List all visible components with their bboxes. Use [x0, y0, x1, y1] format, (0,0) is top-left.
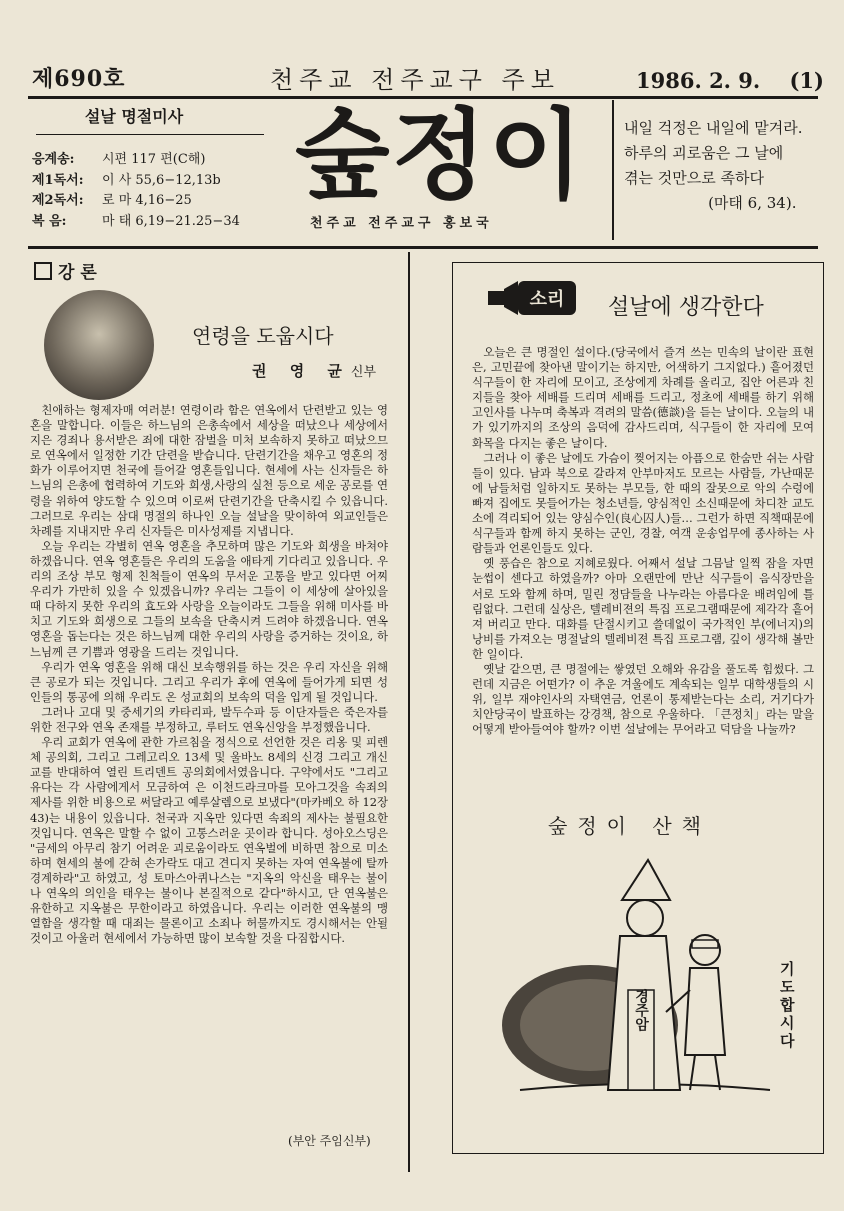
masthead-rule — [28, 246, 818, 249]
section-label: 강 론 — [34, 258, 97, 283]
reading-row: 제1독서: 이 사 55,6−12,13b — [32, 172, 221, 188]
column-divider — [408, 252, 410, 1172]
article-paragraph: 그러나 고대 및 중세기의 카타리파, 발두수파 등 이단자들은 죽은자를 위한 전구와 연옥 존재를 부정하고, 루터도 연옥신앙을 부정했읍니다. — [30, 704, 388, 734]
article-body — [30, 403, 388, 946]
readings-list — [32, 150, 240, 232]
article-paragraph: 친애하는 형제자매 여러분! 연령이라 함은 연옥에서 단련받고 있는 영혼을 말합니다. 이들은 하느님의 은총속에서 세상을 떠났으나 세상에서 지은 경죄나 용서받은 죄에 대한 잠벌을 미처 보속하지 못하고 떠났으므로 연옥에서 일정한 기간 단련을 받습니다. 단련기간을 채우고 영혼의 정화가 이루어지면 천국에 들어갈 영혼들입니다. 현세에 사는 신자들은 하느님의 은총에 협력하여 기도와 희생,사랑의 실천 등으로 세운 공로를 연령을 위하여 양도할 수 있으며 이로써 단련기간을 단축시킬 수 있읍니다. 그러므로 우리는 삼대 명절의 하나인 오늘 설날을 맞이하여 외교인들은 차례를 지내지만 우리 신자들은 미사성제를 지냅니다. — [30, 403, 388, 538]
sori-paragraph: 그러나 이 좋은 날에도 가슴이 찢어지는 아픔으로 한숨만 쉬는 사람들이 있다. 남과 북으로 갈라져 안부마저도 모르는 사람들, 가난때문에 남들처럼 일하지도 못하는 부모들, 한 때의 잘못으로 악의 수렁에 빠져 집에도 못들어가는 청소년들, 양심적인 소신때문에 차디찬 교도소에 격리되어 있는 양심수인(良心囚人)들… 그런가 하면 직책때문에 식구들과 함께 하지 못하는 군인, 경찰, 여객 운송업무에 종사하는 사람들과 언론인들도 있다. — [472, 450, 814, 556]
cartoon-illustration — [480, 840, 800, 1150]
reading-row: 복 음: 마 태 6,19−21.25−34 — [32, 213, 240, 229]
article-paragraph: 오늘 우리는 각별히 연옥 영혼을 추모하며 많은 기도와 희생을 바쳐야 하겠읍니다. 연옥 영혼들은 우리의 도움을 애타게 기다리고 있읍니다. 우리의 조상 부모 형제 친척들이 연옥의 무서운 고통을 받고 있다면 어찌 우리가 가만히 있을 수 있겠읍니까? 우리는 그들이 이 세상에 살아있을 때 다하지 못한 우리의 효도와 사랑을 오늘이라도 그들을 위해 미사를 바치고 기도와 희생으로 그들의 보속을 단축시켜 드려야 하겠읍니다. 연옥 영혼을 돕는다는 것은 하느님께 대한 우리의 사랑을 증거하는 것이요, 하느님께 큰 기쁨과 영광을 드리는 것입니다. — [30, 538, 388, 659]
sori-title: 설날에 생각한다 — [608, 295, 764, 320]
cartoon-caption: 기도합시다 — [780, 960, 795, 1050]
quote-source: (마태 6, 34). — [708, 194, 797, 212]
masthead-title: 숲정이 — [294, 99, 585, 213]
page-number: (1) — [789, 68, 824, 93]
paper-name: 천주교 전주교구 주보 — [270, 66, 560, 94]
mass-rule — [36, 134, 264, 135]
sori-badge: 소리 — [529, 289, 565, 310]
issue-number: 제690호 — [32, 66, 126, 92]
masthead-subtitle: 천주교 전주교구 홍보국 — [310, 216, 493, 231]
issue-date: 1986. 2. 9. (1) — [636, 68, 824, 93]
cartoon-label: 경주암 — [633, 989, 649, 1031]
sori-paragraph: 옛날 같으면, 큰 명절에는 쌓였던 오해와 유감을 풀도록 힘썼다. 그런데 지금은 어떤가? 이 추운 겨울에도 계속되는 일부 대학생들의 시위, 일부 재야인사의 자택연금, 언론이 통제받는다는 소리, 거기다가 치안당국이 발표하는 강경책, 참으로 우울하다. 「큰정치」라는 말을 어떻게 받아들여야 할까? 이번 설날에는 무어라고 덕담을 나눌까? — [472, 661, 814, 737]
sori-paragraph: 옛 풍습은 참으로 지혜로웠다. 어째서 설날 그믐날 일찍 잠을 자면 눈썹이 센다고 하였을까? 아마 오랜만에 만난 식구들이 음식장만을 서로 도와 함께 하며, 밀린 정담들을 나누라는 아름다운 배려임에 틀림없다. 그런데 실상은, 텔레비젼의 특집 프로그램때문에 제각각 흩어져 버리고 만다. 대화를 단절시키고 쓸데없이 국가적인 부(에너지)의 낭비를 가져오는 명절날의 텔레비젼 특집 프로그램, 깊이 생각해 볼만한 일이다. — [472, 556, 814, 661]
scripture-quote: 내일 걱정은 내일에 맡겨라. 하루의 괴로움은 그 날에 겪는 것만으로 족하다 (마태 6, 34). — [624, 116, 802, 216]
megaphone-icon — [484, 279, 578, 317]
article-paragraph: 우리 교회가 연옥에 관한 가르침을 정식으로 선언한 것은 리옹 및 피렌체 공의회, 그리고 그레고리오 13세 및 울바노 8세의 신경 그리고 개신교를 반대하여 열린 트리덴트 공의회에서였읍니다. 구약에서도 "그리고 유다는 각 사람에게서 모금하여 은 이천드라크마를 모아그것을 속죄의 제사를 위한 비용으로 써달라고 예루살렘으로 보냈다"(마카베오 하 12장 43)는 내용이 있읍니다. 천국과 지옥만 있다면 속죄의 제사는 불필요한 것입니다. 연옥은 말할 수 없이 고통스러운 곳이라 합니다. 성아오스딩은 "금세의 아무리 참기 어려운 괴로움이라도 연옥벌에 비하면 참으로 미소하며 현세의 불에 갇혀 손가락도 대고 견디지 못하는 자여 연옥불에 탈까 경계하라"고 하였고, 성 토마스아퀴나스는 "지옥의 악신을 태우는 불이나 연옥의 의인을 태우는 불이나 본질적으로 같다"하시고, 단 연옥불은 유한하고 지옥불은 무한이라고 하였읍니다. 우리는 이러한 연옥불의 맹열함을 생각할 때 대죄는 물론이고 소죄나 허물까지도 경시해서는 안될 것이고 아울러 현세에서 가능하면 많이 보속할 것을 다짐합시다. — [30, 735, 388, 946]
article-signature: (부안 주임신부) — [288, 1134, 371, 1148]
mass-title: 설날 명절미사 — [84, 107, 184, 126]
reading-row: 제2독서: 로 마 4,16−25 — [32, 193, 192, 208]
quote-divider — [612, 100, 614, 240]
author-photo — [44, 290, 154, 400]
article-author: 권 영 균신부 — [252, 362, 377, 380]
article-paragraph: 우리가 연옥 영혼을 위해 대신 보속행위를 하는 것은 우리 자신을 위해 큰 공로가 되는 것입니다. 그리고 우리가 후에 연옥에 들어가게 되면 성인들의 통공에 의해 우리도 온 성교회의 보속의 덕을 입게 될 것입니다. — [30, 659, 388, 704]
cartoon-title: 숲정이 산책 — [548, 814, 711, 838]
article-title: 연령을 도웁시다 — [192, 324, 334, 348]
sori-body — [472, 345, 814, 737]
reading-row: 응계송: 시편 117 편(C해) — [32, 152, 206, 167]
sori-paragraph: 오늘은 큰 명절인 설이다.(당국에서 즐겨 쓰는 민속의 날이란 표현은, 고민끝에 찾아낸 말이기는 하지만, 어색하기 그지없다.) 흩어졌던 식구들이 한 자리에 모이고, 조상에게 차례를 올리고, 집안 어른과 친지들을 찾아 세배를 드리며 세배를 드리고, 정초에 세배를 하기 위해 고인사를 나누며 축복과 격려의 말씀(德談)을 듣는 날이다. 오늘의 내가 있기까지의 조상의 음덕에 감사드리며, 식구들이 한 자리에 모여 화목을 다지는 좋은 날이다. — [472, 345, 814, 450]
